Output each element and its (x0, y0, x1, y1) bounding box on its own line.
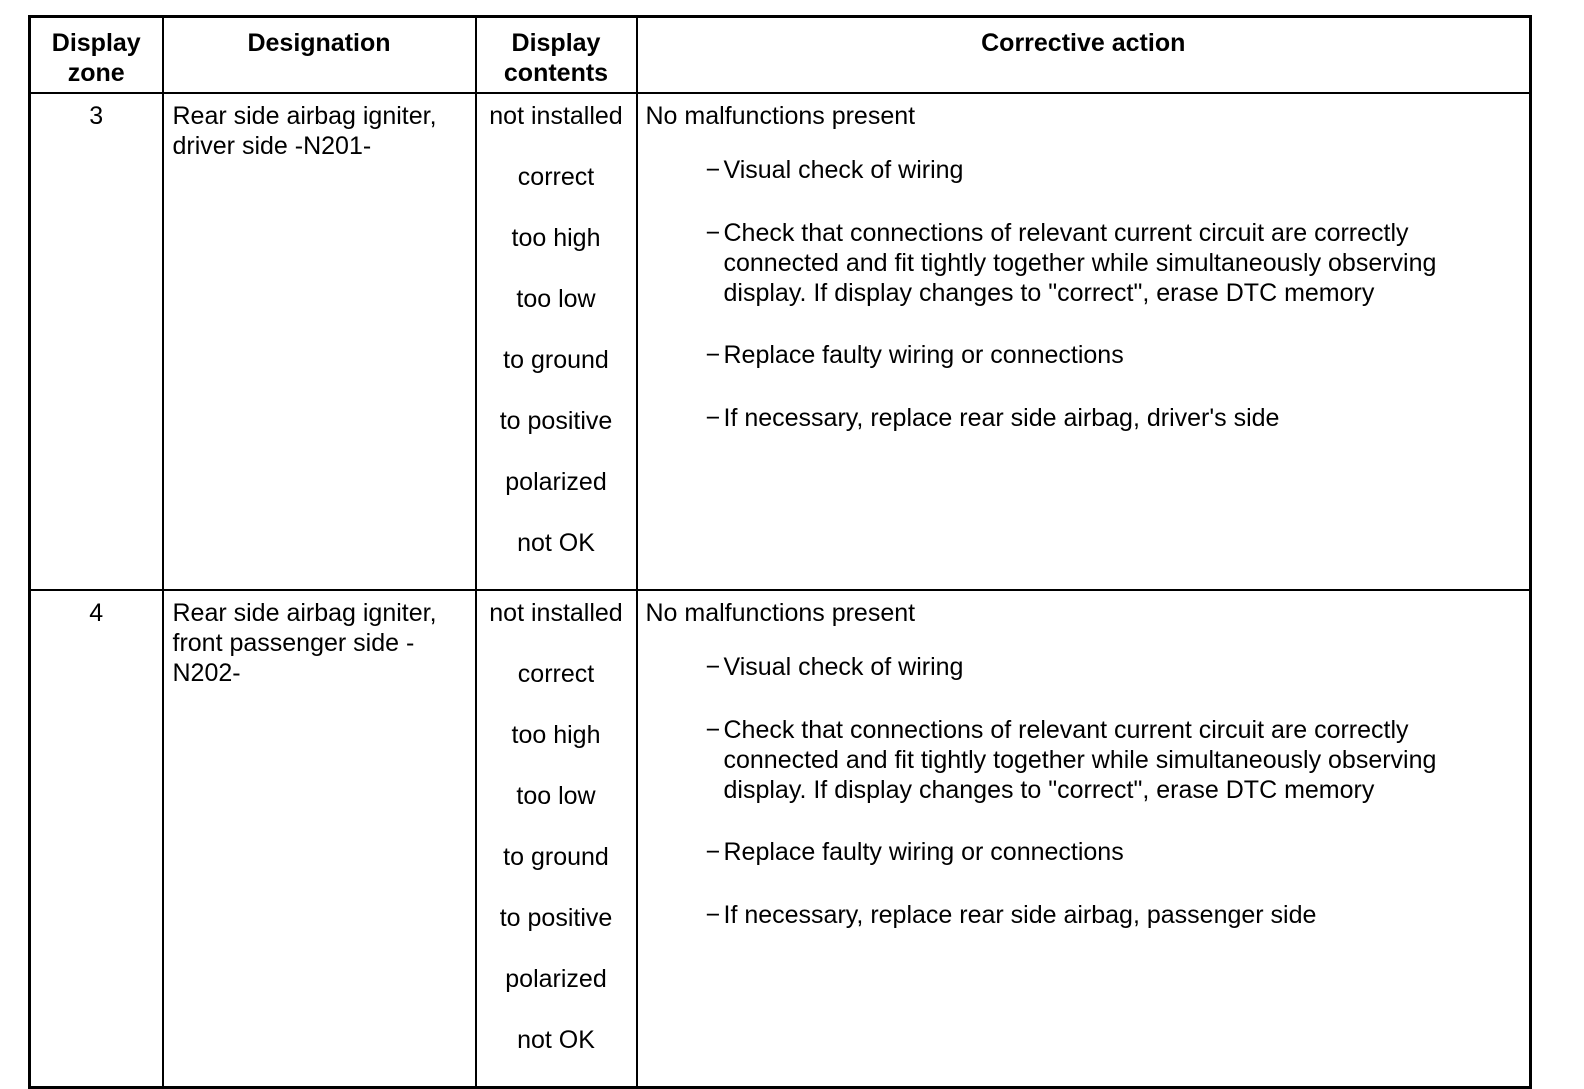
action-item (706, 340, 1522, 403)
action-item (706, 715, 1522, 837)
dash-icon: − (705, 155, 721, 184)
dash-icon: − (705, 837, 721, 866)
content-item: too low (516, 284, 596, 313)
action-text: Visual check of wiring (723, 652, 964, 681)
action-text: Check that connections of relevant current circuit are correctly connected and fit tightly together while simultaneously observing display. If display changes to "correct", erase DTC memory (723, 715, 1437, 804)
content-item: too high (511, 720, 601, 749)
action-header: No malfunctions present (645, 101, 916, 130)
action-item (706, 652, 1522, 715)
header-corrective-action: Corrective action (637, 17, 1531, 93)
action-text: If necessary, replace rear side airbag, driver's side (723, 403, 1280, 432)
action-item (706, 900, 1522, 963)
dash-icon: − (705, 340, 721, 369)
content-item: to positive (499, 406, 613, 435)
action-text: Replace faulty wiring or connections (723, 340, 1124, 369)
cell-designation: Rear side airbag igniter, driver side -N201- (163, 93, 476, 590)
content-item: to positive (499, 903, 613, 932)
content-item: polarized (505, 964, 607, 993)
action-text: Check that connections of relevant current circuit are correctly connected and fit tightly together while simultaneously observing display. If display changes to "correct", erase DTC memory (723, 218, 1437, 307)
content-item: too low (516, 781, 596, 810)
action-text: If necessary, replace rear side airbag, passenger side (723, 900, 1317, 929)
action-item (706, 155, 1522, 218)
content-item: not installed (489, 598, 623, 627)
header-row (30, 17, 1531, 93)
cell-corrective-action (637, 93, 1531, 590)
dash-icon: − (705, 715, 721, 744)
dash-icon: − (705, 218, 721, 247)
table-row (30, 590, 1531, 1088)
action-text: Replace faulty wiring or connections (723, 837, 1124, 866)
action-item (706, 218, 1522, 340)
action-item (706, 837, 1522, 900)
header-display-contents: Display contents (476, 17, 637, 93)
cell-display-zone: 4 (30, 590, 163, 1088)
content-item: polarized (505, 467, 607, 496)
table-row (30, 93, 1531, 590)
dash-icon: − (705, 900, 721, 929)
content-item: to ground (503, 842, 609, 871)
dash-icon: − (705, 652, 721, 681)
cell-designation: Rear side airbag igniter, front passenger side -N202- (163, 590, 476, 1088)
dash-icon: − (705, 403, 721, 432)
action-item (706, 403, 1522, 466)
content-item: correct (517, 659, 595, 688)
content-item: correct (517, 162, 595, 191)
action-text: Visual check of wiring (723, 155, 964, 184)
action-header: No malfunctions present (645, 598, 916, 627)
content-item: too high (511, 223, 601, 252)
cell-display-contents (476, 590, 637, 1088)
cell-display-contents (476, 93, 637, 590)
header-designation: Designation (163, 17, 476, 93)
header-display-zone: Display zone (30, 17, 163, 93)
content-item: to ground (503, 345, 609, 374)
content-item: not OK (517, 1025, 595, 1054)
diagnostic-table (28, 15, 1532, 1089)
content-item: not installed (489, 101, 623, 130)
cell-corrective-action (637, 590, 1531, 1088)
cell-display-zone: 3 (30, 93, 163, 590)
content-item: not OK (517, 528, 595, 557)
